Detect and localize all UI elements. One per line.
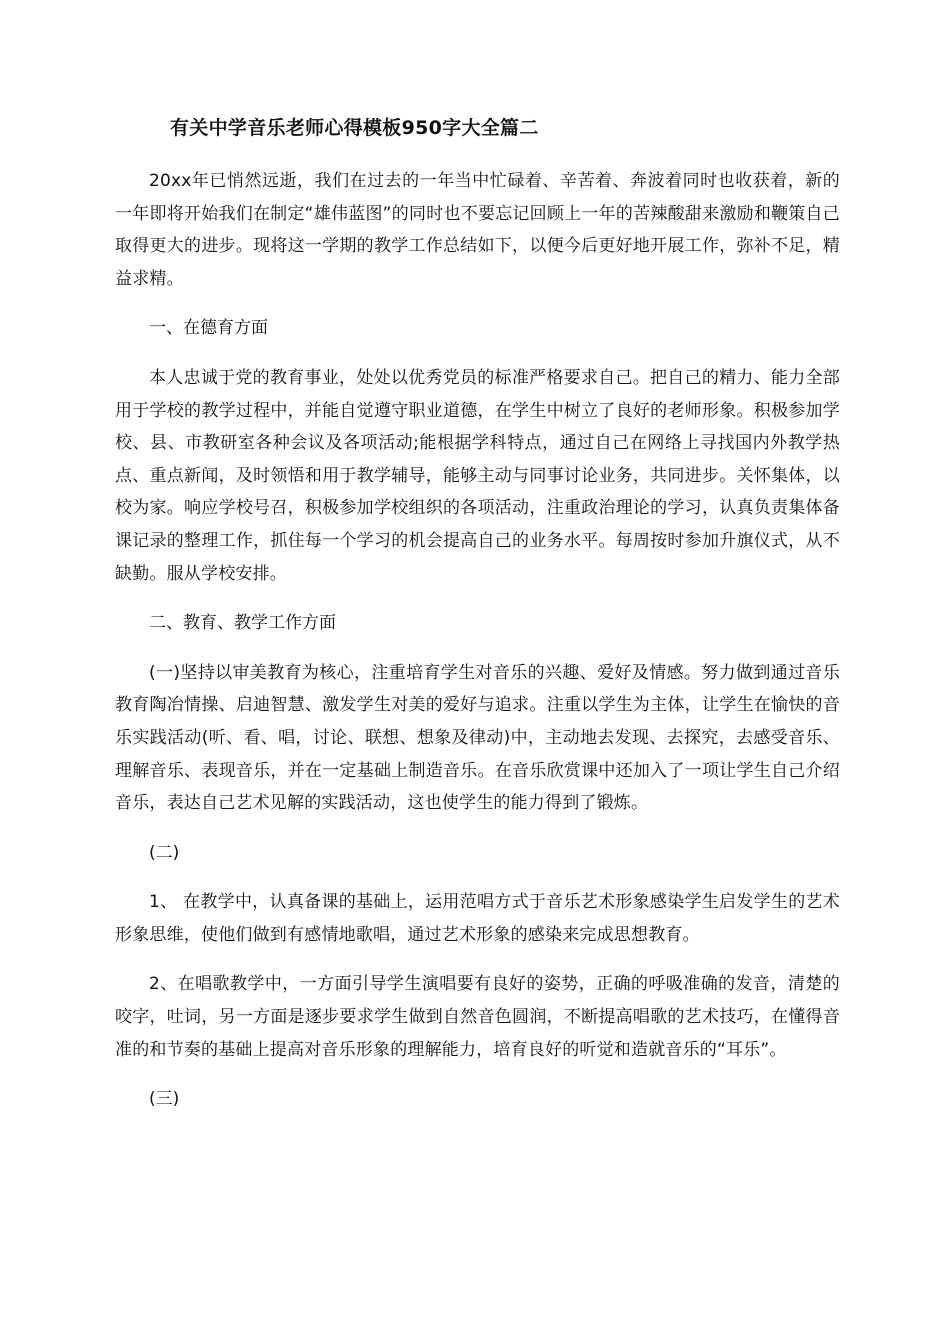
subsection-heading-3: (三) [149, 1089, 180, 1110]
item-2-paragraph: 2、在唱歌教学中，一方面引导学生演唱要有良好的姿势，正确的呼吸准确的发音，清楚的咬字，吐词，另一方面是逐步要求学生做到自然音色圆润，不断提高唱歌的艺术技巧，在懂得音准的和节奏的基础上提高对音乐形象的理解能力，培育良好的听觉和造就音乐的“耳乐”。 [115, 974, 840, 1060]
intro-paragraph: 20xx年已悄然远逝，我们在过去的一年当中忙碌着、辛苦着、奔波着同时也收获着，新的一年即将开始我们在制定“雄伟蓝图”的同时也不要忘记回顾上一年的苦辣酸甜来激励和鞭策自己取得更大的进步。现将这一学期的教学工作总结如下，以便今后更好地开展工作，弥补不足，精益求精。 [115, 171, 840, 289]
aesthetic-education-paragraph: (一)坚持以审美教育为核心，注重培育学生对音乐的兴趣、爱好及情感。努力做到通过音乐教育陶冶情操、启迪智慧、激发学生对美的爱好与追求。注重以学生为主体，让学生在愉快的音乐实践活动(听、看、唱，讨论、联想、想象及律动)中，主动地去发现、去探究，去感受音乐、理解音乐、表现音乐，并在一定基础上制造音乐。在音乐欣赏课中还加入了一项让学生自己介绍音乐，表达自己艺术见解的实践活动，这也使学生的能力得到了锻炼。 [115, 662, 840, 814]
item-1-paragraph: 1、 在教学中，认真备课的基础上，运用范唱方式于音乐艺术形象感染学生启发学生的艺术形象思维，使他们做到有感情地歌唱，通过艺术形象的感染来完成思想教育。 [115, 892, 840, 945]
section-heading-teaching-work: 二、教育、教学工作方面 [149, 613, 336, 634]
document-body [115, 165, 840, 1133]
subsection-heading-2: (二) [149, 842, 180, 863]
document-title: 有关中学音乐老师心得模板950字大全篇二 [170, 117, 539, 139]
moral-education-paragraph: 本人忠诚于党的教育事业，处处以优秀党员的标准严格要求自己。把自己的精力、能力全部用于学校的教学过程中，并能自觉遵守职业道德，在学生中树立了良好的老师形象。积极参加学校、县、市教研室各种会议及各项活动;能根据学科特点，通过自己在网络上寻找国内外教学热点、重点新闻，及时领悟和用于教学辅导，能够主动与同事讨论业务，共同进步。关怀集体，以校为家。响应学校号召，积极参加学校组织的各项活动，注重政治理论的学习，认真负责集体备课记录的整理工作，抓住每一个学习的机会提高自己的业务水平。每周按时参加升旗仪式，从不缺勤。服从学校安排。 [115, 367, 840, 584]
section-heading-moral-education: 一、在德育方面 [149, 318, 268, 339]
